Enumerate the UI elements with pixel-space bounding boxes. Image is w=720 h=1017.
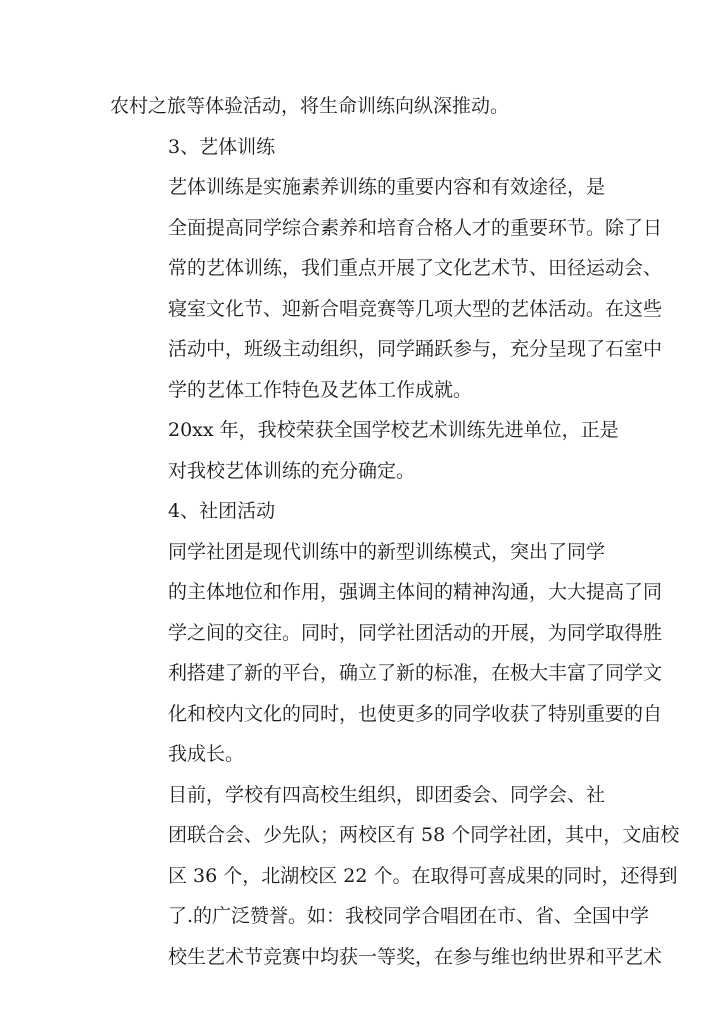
text-line: 艺体训练是实施素养训练的重要内容和有效途径，是	[168, 176, 606, 198]
text-line: 区 36 个，北湖校区 22 个。在取得可喜成果的同时，还得到	[168, 864, 678, 887]
text-line: 活动中，班级主动组织，同学踊跃参与，充分呈现了石室中	[168, 338, 663, 360]
text-line: 利搭建了新的平台，确立了新的标准，在极大丰富了同学文	[168, 662, 663, 684]
text-line: 了.的广泛赞誉。如：我校同学合唱团在市、省、全国中学	[168, 905, 650, 927]
text-line: 校生艺术节竞赛中均获一等奖，在参与维也纳世界和平艺术	[168, 945, 663, 968]
text-line: 农村之旅等体验活动，将生命训练向纵深推动。	[110, 95, 510, 117]
text-line: 3、艺体训练	[168, 135, 276, 158]
body-paragraph	[110, 167, 663, 410]
text-line: 4、社团活动	[168, 500, 276, 522]
text-line: 对我校艺体训练的充分确定。	[168, 459, 416, 482]
text-line: 常的艺体训练，我们重点开展了文化艺术节、田径运动会、	[168, 257, 663, 279]
text-line: 化和校内文化的同时，也使更多的同学收获了特别重要的自	[168, 702, 663, 725]
body-paragraph	[110, 532, 663, 775]
text-line: 的主体地位和作用，强调主体间的精神沟通，大大提高了同	[168, 581, 663, 603]
document-body	[110, 86, 680, 977]
text-line: 我成长。	[168, 743, 245, 765]
text-line: 寝室文化节、迎新合唱竞赛等几项大型的艺体活动。在这些	[168, 297, 663, 320]
text-line: 团联合会、少先队；两校区有 58 个同学社团，其中，文庙校	[168, 824, 680, 846]
text-line: 同学社团是现代训练中的新型训练模式，突出了同学	[168, 540, 606, 563]
text-line: 学的艺体工作特色及艺体工作成就。	[168, 378, 473, 401]
body-paragraph	[110, 775, 680, 978]
text-line: 学之间的交往。同时，同学社团活动的开展，为同学取得胜	[168, 621, 663, 644]
section-heading	[110, 491, 612, 532]
continued-paragraph	[110, 86, 612, 127]
text-line: 目前，学校有四高校生组织，即团委会、同学会、社	[168, 783, 606, 806]
section-heading	[110, 127, 612, 168]
text-line: 全面提高同学综合素养和培育合格人才的重要环节。除了日	[168, 216, 663, 239]
text-line: 20xx 年，我校荣获全国学校艺术训练先进单位，正是	[168, 419, 619, 441]
body-paragraph	[110, 410, 619, 491]
